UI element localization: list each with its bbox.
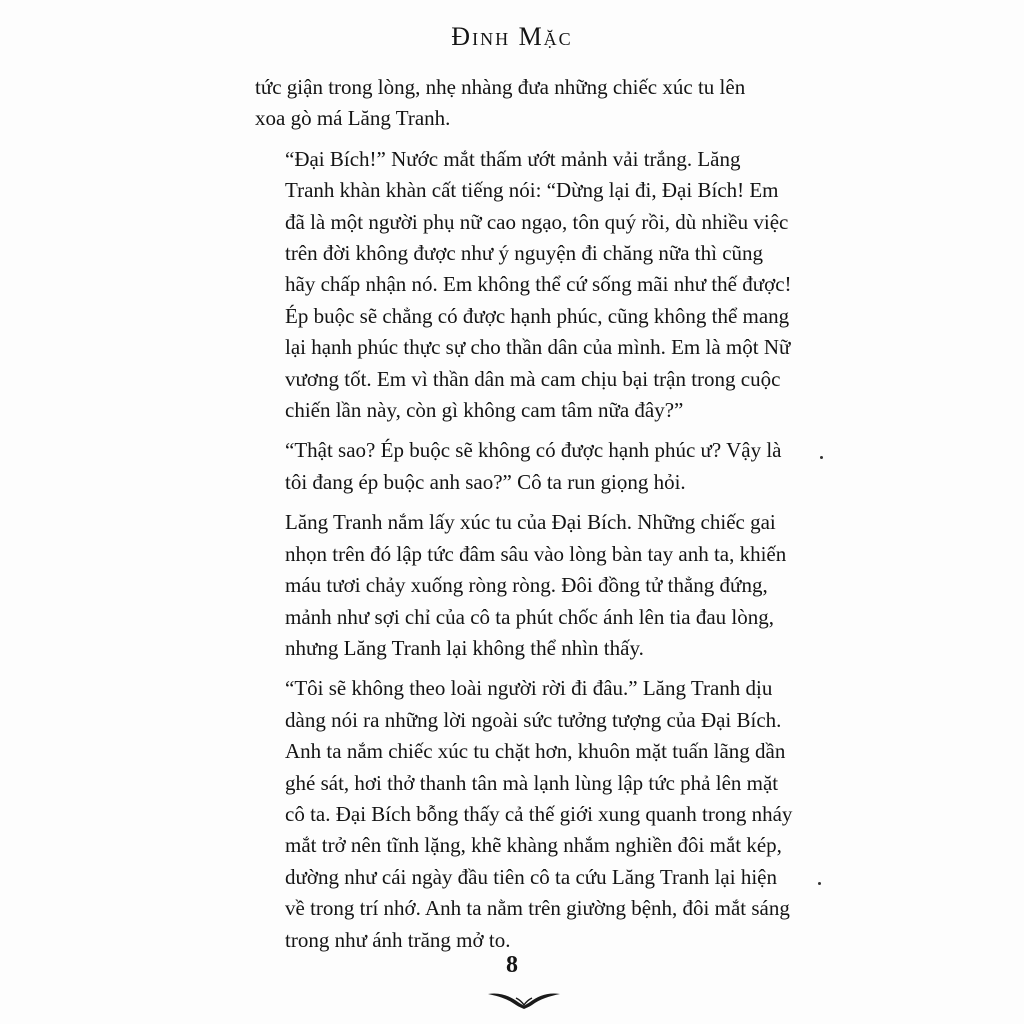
text-line: nhưng Lăng Tranh lại không thể nhìn thấy.: [285, 635, 644, 660]
text-line: tôi đang ép buộc anh sao?” Cô ta run giọng hỏi.: [285, 469, 686, 494]
text-line: cô ta. Đại Bích bỗng thấy cả thế giới xung quanh trong nháy: [285, 801, 793, 826]
paragraph: [255, 435, 815, 498]
text-line: “Tôi sẽ không theo loài người rời đi đâu.” Lăng Tranh dịu: [285, 676, 773, 701]
text-line: “Đại Bích!” Nước mắt thấm ướt mảnh vải trắng. Lăng: [285, 146, 741, 171]
running-head: Đinh Mặc: [451, 22, 573, 51]
text-line: mảnh như sợi chỉ của cô ta phút chốc ánh lên tia đau lòng,: [285, 604, 775, 629]
text-line: ghé sát, hơi thở thanh tân mà lạnh lùng lập tức phả lên mặt: [285, 770, 779, 795]
text-line: vương tốt. Em vì thần dân mà cam chịu bại trận trong cuộc: [285, 366, 781, 391]
text-line: “Thật sao? Ép buộc sẽ không có được hạnh phúc ư? Vậy là: [285, 438, 782, 463]
text-line: Anh ta nắm chiếc xúc tu chặt hơn, khuôn mặt tuấn lãng dần: [285, 739, 786, 764]
paragraph: [255, 144, 815, 427]
text-line: hãy chấp nhận nó. Em không thể cứ sống mãi như thế được!: [285, 272, 792, 297]
folio-container: [0, 952, 1024, 979]
text-line: Tranh khàn khàn cất tiếng nói: “Dừng lại đi, Đại Bích! Em: [285, 178, 779, 203]
text-line: dàng nói ra những lời ngoài sức tưởng tượng của Đại Bích.: [285, 707, 782, 732]
text-line: đã là một người phụ nữ cao ngạo, tôn quý rồi, dù nhiều việc: [285, 209, 789, 234]
text-line: dường như cái ngày đầu tiên cô ta cứu Lăng Tranh lại hiện: [285, 864, 777, 889]
text-line: trong như ánh trăng mở to.: [285, 927, 511, 952]
text-line: chiến lần này, còn gì không cam tâm nữa đây?”: [285, 398, 684, 423]
text-line: Ép buộc sẽ chẳng có được hạnh phúc, cũng không thể mang: [285, 303, 790, 328]
page-number: 8: [506, 952, 518, 978]
text-line: trên đời không được như ý nguyện đi chăng nữa thì cũng: [285, 241, 764, 266]
text-line: xoa gò má Lăng Tranh.: [255, 106, 451, 131]
text-line: máu tươi chảy xuống ròng ròng. Đôi đồng tử thẳng đứng,: [285, 573, 768, 598]
text-line: nhọn trên đó lập tức đâm sâu vào lòng bàn tay anh ta, khiến: [285, 541, 787, 566]
print-speck: [820, 456, 823, 459]
paragraph: [255, 507, 815, 664]
text-line: tức giận trong lòng, nhẹ nhàng đưa những chiếc xúc tu lên: [255, 75, 746, 99]
text-line: Lăng Tranh nắm lấy xúc tu của Đại Bích. Những chiếc gai: [285, 510, 776, 535]
flourish-ornament-icon: [486, 988, 562, 1010]
text-line: về trong trí nhớ. Anh ta nằm trên giường bệnh, đôi mắt sáng: [285, 896, 790, 921]
body-text: [255, 72, 815, 965]
text-line: mắt trở nên tĩnh lặng, khẽ khàng nhắm nghiền đôi mắt kép,: [285, 833, 782, 858]
print-speck: [818, 882, 821, 885]
paragraph: [255, 72, 815, 135]
paragraph: [255, 673, 815, 956]
text-line: lại hạnh phúc thực sự cho thần dân của mình. Em là một Nữ: [285, 335, 791, 360]
